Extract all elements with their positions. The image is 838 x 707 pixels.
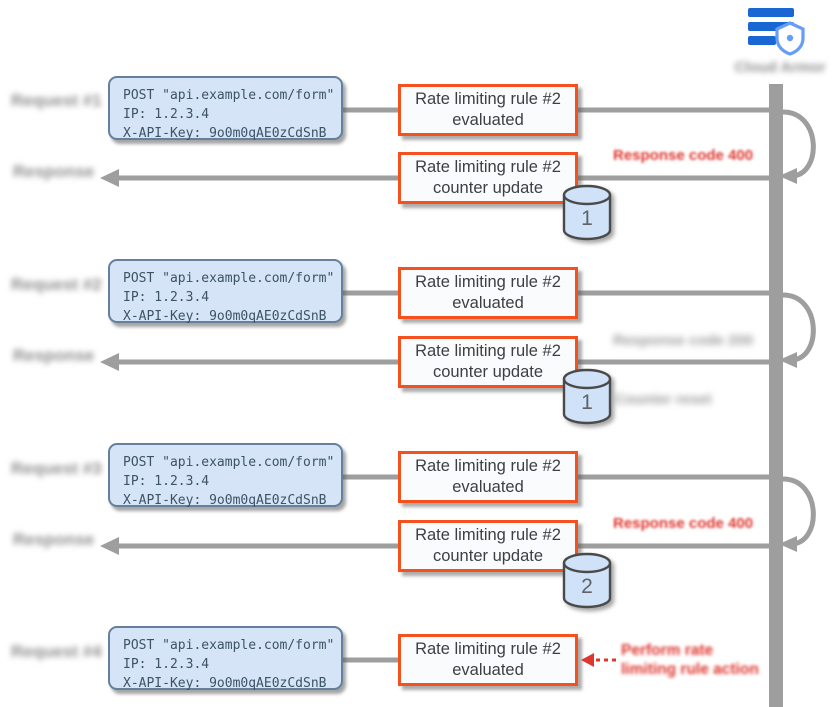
- rule-evaluated-box-4: [398, 634, 578, 686]
- counter-update-line2: counter update: [432, 363, 544, 381]
- lane-label-response-1: Response: [13, 162, 95, 181]
- annotation-response-code-1: Response code 400: [613, 147, 754, 164]
- counter-update-line1: Rate limiting rule #2: [415, 158, 561, 176]
- lane-label-request-2: Request #2: [11, 275, 102, 294]
- lane-label-request-1: Request #1: [11, 91, 102, 110]
- payload-apikey-line: X-API-Key: 9o0m0qAE0zCdSnB: [123, 126, 327, 141]
- request-payload-box-4: [108, 626, 343, 690]
- rule-evaluated-box-1: [398, 84, 578, 136]
- loop-arc-2: [783, 295, 813, 360]
- counter-value-1: 1: [581, 207, 593, 230]
- counter-update-line1: Rate limiting rule #2: [415, 342, 561, 360]
- payload-apikey-line: X-API-Key: 9o0m0qAE0zCdSnB: [123, 493, 327, 508]
- lane-label-request-4: Request #4: [11, 642, 102, 661]
- payload-ip-line: IP: 1.2.3.4: [123, 290, 210, 305]
- lifeline-bar: [769, 84, 783, 707]
- lane-label-request-3: Request #3: [11, 459, 102, 478]
- rule-evaluated-line1: Rate limiting rule #2: [415, 457, 561, 475]
- actor-caption: Cloud Armor: [734, 59, 826, 76]
- payload-method-line: POST "api.example.com/form": [123, 638, 335, 653]
- rule-evaluated-line2: evaluated: [452, 478, 524, 496]
- loop-arc-1: [783, 112, 813, 176]
- lane-label-response-2: Response: [13, 346, 95, 365]
- counter-update-line2: counter update: [432, 547, 544, 565]
- rule-action-arrowhead: [581, 653, 594, 667]
- payload-method-line: POST "api.example.com/form": [123, 271, 335, 286]
- payload-ip-line: IP: 1.2.3.4: [123, 107, 210, 122]
- counter-db-icon-3: [561, 552, 613, 610]
- payload-method-line: POST "api.example.com/form": [123, 88, 335, 103]
- counter-update-box-1: [398, 152, 578, 204]
- request-payload-box-3: [108, 443, 343, 507]
- response-arrowhead-3: [100, 537, 119, 555]
- payload-ip-line: IP: 1.2.3.4: [123, 474, 210, 489]
- loop-arc-3: [783, 479, 813, 544]
- annotation-counter-reset: Counter reset: [614, 391, 712, 408]
- rule-evaluated-box-3: [398, 451, 578, 503]
- rule-evaluated-line1: Rate limiting rule #2: [415, 273, 561, 291]
- rule-evaluated-line1: Rate limiting rule #2: [415, 640, 561, 658]
- counter-update-line2: counter update: [432, 179, 544, 197]
- security-policy-list-icon: [746, 5, 806, 57]
- counter-update-line1: Rate limiting rule #2: [415, 526, 561, 544]
- response-arrowhead-1: [100, 169, 119, 187]
- counter-value-3: 2: [581, 575, 593, 598]
- counter-db-icon-1: [561, 184, 613, 242]
- counter-value-2: 1: [581, 391, 593, 414]
- rule-evaluated-line1: Rate limiting rule #2: [415, 90, 561, 108]
- rule-evaluated-box-2: [398, 267, 578, 319]
- rule-evaluated-line2: evaluated: [452, 294, 524, 312]
- annotation-rule-action: [621, 641, 759, 679]
- payload-method-line: POST "api.example.com/form": [123, 455, 335, 470]
- payload-apikey-line: X-API-Key: 9o0m0qAE0zCdSnB: [123, 676, 327, 691]
- rule-action-line2: limiting rule action: [621, 661, 759, 678]
- counter-update-box-2: [398, 336, 578, 388]
- rule-evaluated-line2: evaluated: [452, 111, 524, 129]
- payload-ip-line: IP: 1.2.3.4: [123, 657, 210, 672]
- payload-apikey-line: X-API-Key: 9o0m0qAE0zCdSnB: [123, 309, 327, 324]
- response-arrowhead-2: [100, 353, 119, 371]
- request-payload-box-2: [108, 259, 343, 323]
- counter-update-box-3: [398, 520, 578, 572]
- lane-label-response-3: Response: [13, 530, 95, 549]
- counter-db-icon-2: [561, 368, 613, 426]
- rule-action-line1: Perform rate: [621, 642, 714, 659]
- annotation-response-code-2: Response code 200: [613, 332, 754, 349]
- annotation-response-code-3: Response code 400: [613, 515, 754, 532]
- rule-evaluated-line2: evaluated: [452, 661, 524, 679]
- request-payload-box-1: [108, 76, 343, 140]
